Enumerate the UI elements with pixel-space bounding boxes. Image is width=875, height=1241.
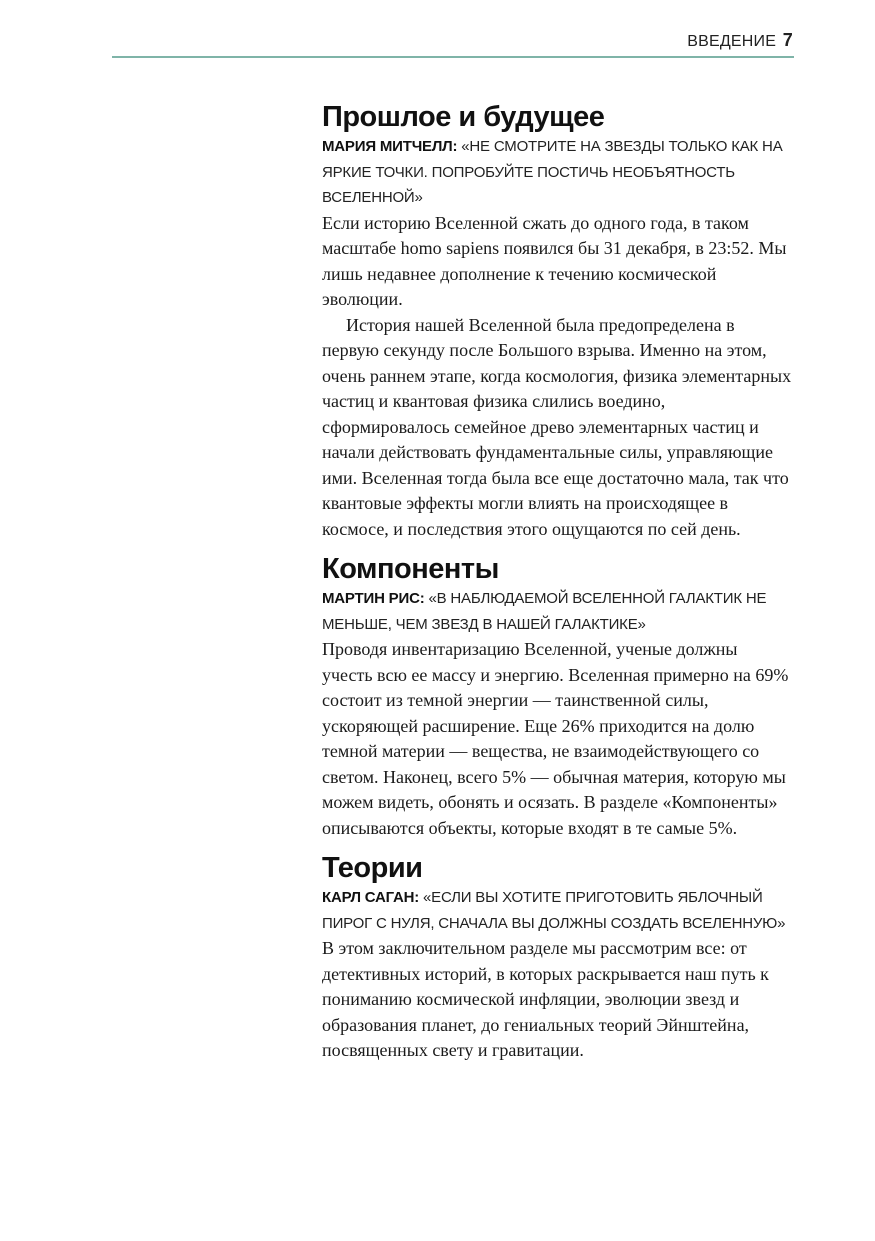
paragraph: История нашей Вселенной была предопределена в первую секунду после Большого взрыва. Именно на этом, очень раннем этапе, когда космология, физика элементарных частиц и квантовая физика слились воедино, сформировалось семейное древо элементарных частиц и начали действовать фундаментальные силы, управляющие ими. Вселенная тогда была все еще достаточно мала, так что квантовые эффекты могли влиять на происходящее в космосе, и последствия этого ощущаются по сей день. (322, 314, 792, 539)
page-number: 7 (782, 30, 793, 50)
quote-author: КАРЛ САГАН: (322, 889, 420, 906)
quote-author: МАРИЯ МИТЧЕЛЛ: (322, 138, 458, 155)
header-rule (112, 56, 794, 58)
running-head (687, 30, 793, 51)
running-head-section: ВВЕДЕНИЕ (687, 33, 777, 50)
section-title: Компоненты (322, 553, 499, 585)
section-past-future (322, 100, 792, 542)
section-quote (322, 134, 792, 211)
section-title: Прошлое и будущее (322, 101, 605, 133)
paragraph: В этом заключительном разделе мы рассмотрим все: от детективных историй, в которых раскрывается наш путь к пониманию космической инфляции, эволюции звезд и образования планет, до гениальных теорий Эйнштейна, посвященных свету и гравитации. (322, 938, 769, 1060)
paragraph: Если историю Вселенной сжать до одного года, в таком масштабе homo sapiens появился бы 31 декабря, в 23:52. Мы лишь недавнее дополнение к течению космической эволюции. (322, 212, 787, 309)
quote-author: МАРТИН РИС: (322, 590, 425, 607)
section-quote (322, 885, 792, 936)
quote-text: «НЕ СМОТРИТЕ НА ЗВЕЗДЫ ТОЛЬКО КАК НА ЯРКИЕ ТОЧКИ. ПОПРОБУЙТЕ ПОСТИЧЬ НЕОБЪЯТНОСТЬ ВСЕЛЕННОЙ» (322, 138, 783, 206)
page-content (322, 100, 792, 1074)
section-title: Теории (322, 852, 423, 884)
section-quote (322, 586, 792, 637)
section-components (322, 552, 792, 841)
quote-text: «ЕСЛИ ВЫ ХОТИТЕ ПРИГОТОВИТЬ ЯБЛОЧНЫЙ ПИРОГ С НУЛЯ, СНАЧАЛА ВЫ ДОЛЖНЫ СОЗДАТЬ ВСЕЛЕННУЮ» (322, 889, 786, 932)
paragraph: Проводя инвентаризацию Вселенной, ученые должны учесть всю ее массу и энергию. Вселенная примерно на 69% состоит из темной энергии — таинственной силы, ускоряющей расширение. Еще 26% приходится на долю темной материи — вещества, не взаимодействующего со светом. Наконец, всего 5% — обычная материя, которую мы можем видеть, обонять и осязать. В разделе «Компоненты» описываются объекты, которые входят в те самые 5%. (322, 639, 789, 838)
section-theories (322, 851, 792, 1064)
quote-text: «В НАБЛЮДАЕМОЙ ВСЕЛЕННОЙ ГАЛАКТИК НЕ МЕНЬШЕ, ЧЕМ ЗВЕЗД В НАШЕЙ ГАЛАКТИКЕ» (322, 590, 767, 633)
